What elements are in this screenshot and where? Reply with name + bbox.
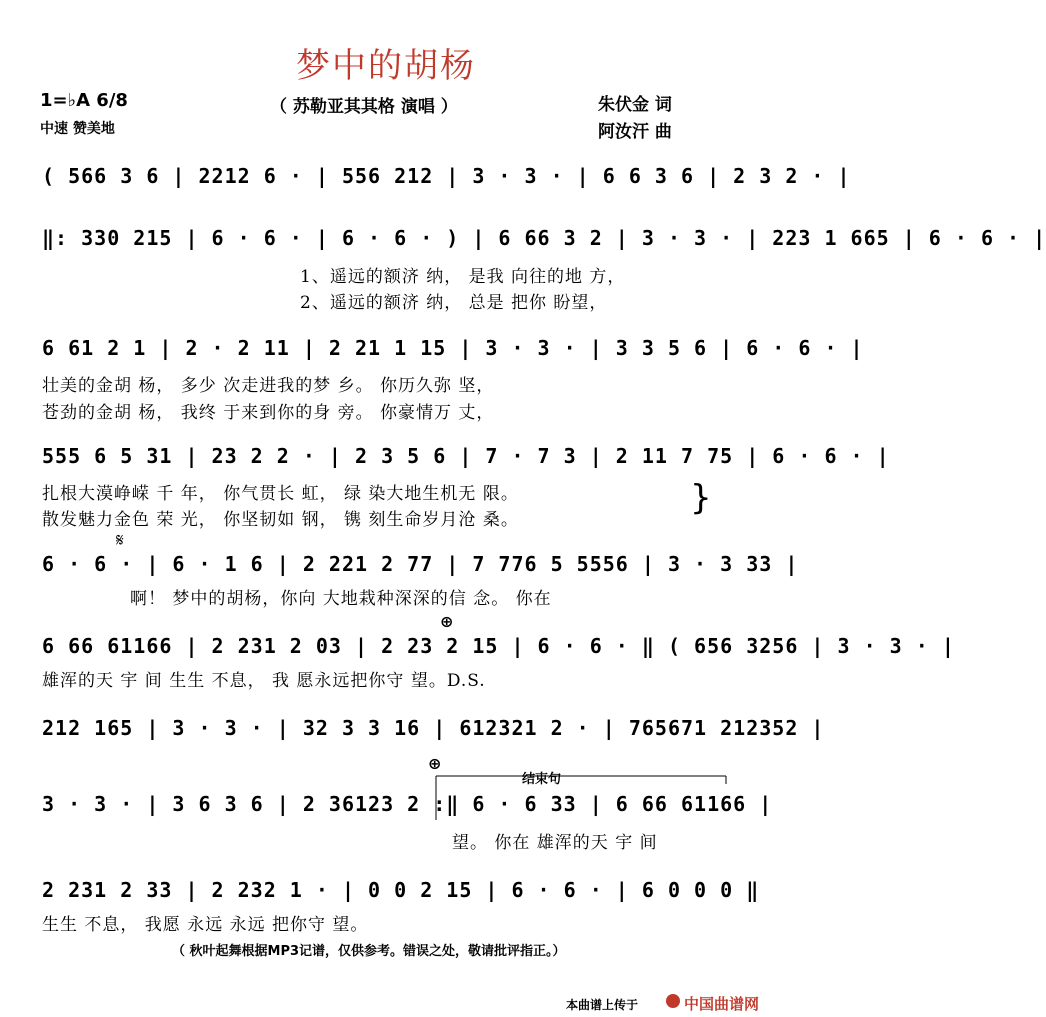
score-line-6: 6 66 61166 | 2 231 2 03 | 2 23 2 15 | 6 · 6 · ‖ ( 656 3256 | 3 · 3 · | bbox=[42, 634, 955, 658]
page-title: 梦中的胡杨 bbox=[296, 46, 476, 86]
lyric-line-6: 雄浑的天 宇 间 生生 不息， 我 愿永远把你守 望。D.S. bbox=[42, 671, 486, 691]
coda-sign-2: ⊕ bbox=[428, 754, 442, 773]
score-line-3: 6 61 2 1 | 2 · 2 11 | 2 21 1 15 | 3 · 3 · | 3 3 5 6 | 6 · 6 · | bbox=[42, 336, 864, 360]
lyric-line-9: 生生 不息， 我愿 永远 永远 把你守 望。 bbox=[42, 915, 369, 935]
score-line-4: 555 6 5 31 | 23 2 2 · | 2 3 5 6 | 7 · 7 3 | 2 11 7 75 | 6 · 6 · | bbox=[42, 444, 890, 468]
score-line-9: 2 231 2 33 | 2 232 1 · | 0 0 2 15 | 6 · 6 · | 6 0 0 0 ‖ bbox=[42, 878, 760, 902]
upload-text: 本曲谱上传于 bbox=[566, 998, 639, 1012]
verse-brace: } bbox=[690, 478, 712, 518]
tempo-marking: 中速 赞美地 bbox=[40, 121, 115, 137]
site-logo: 中国曲谱网 bbox=[684, 995, 760, 1013]
score-line-5: 6 · 6 · | 6 · 1 6 | 2 221 2 77 | 7 776 5 5556 | 3 · 3 33 | bbox=[42, 552, 799, 576]
segno-sign: 𝄋 bbox=[116, 530, 124, 551]
score-line-1: ( 566 3 6 | 2212 6 · | 556 212 | 3 · 3 · | 6 6 3 6 | 2 3 2 · | bbox=[42, 164, 851, 188]
lyricist-credit: 朱伏金 词 bbox=[598, 95, 672, 115]
lyric-line-2-verse-1: 1、遥远的额济 纳， 是我 向往的地 方， bbox=[300, 267, 626, 287]
coda-sign-1: ⊕ bbox=[440, 612, 454, 631]
composer-credit: 阿汝汗 曲 bbox=[598, 122, 672, 142]
performer-subtitle: （ 苏勒亚其其格 演唱 ） bbox=[270, 97, 458, 117]
score-line-8: 3 · 3 · | 3 6 3 6 | 2 36123 2 :‖ 6 · 6 33 | 6 66 61166 | bbox=[42, 792, 773, 816]
ending-label: 结束句 bbox=[522, 772, 562, 787]
lyric-line-2-verse-2: 2、遥远的额济 纳， 总是 把你 盼望， bbox=[300, 293, 608, 313]
key-signature: 1=♭A 6/8 bbox=[40, 90, 128, 111]
lyric-line-3-verse-2: 苍劲的金胡 杨， 我终 于来到你的身 旁。 你豪情万 丈， bbox=[42, 403, 495, 423]
transcription-note: （ 秋叶起舞根据MP3记谱，仅供参考。错误之处，敬请批评指正。） bbox=[172, 944, 566, 959]
lyric-line-4-verse-1: 扎根大漠峥嵘 千 年， 你气贯长 虹， 绿 染大地生机无 限。 bbox=[42, 484, 519, 504]
lyric-line-3-verse-1: 壮美的金胡 杨， 多少 次走进我的梦 乡。 你历久弥 坚， bbox=[42, 376, 495, 396]
lyric-line-8: 望。 你在 雄浑的天 宇 间 bbox=[452, 833, 658, 853]
lyric-line-5: 啊！ 梦中的胡杨，你向 大地栽种深深的信 念。 你在 bbox=[130, 589, 552, 609]
score-line-2: ‖: 330 215 | 6 · 6 · | 6 · 6 · ) | 6 66 3 2 | 3 · 3 · | 223 1 665 | 6 · 6 · | bbox=[42, 226, 1046, 250]
score-line-7: 212 165 | 3 · 3 · | 32 3 3 16 | 612321 2 · | 765671 212352 | bbox=[42, 716, 825, 740]
lyric-line-4-verse-2: 散发魅力金色 荣 光， 你坚韧如 钢， 镌 刻生命岁月沧 桑。 bbox=[42, 510, 519, 530]
